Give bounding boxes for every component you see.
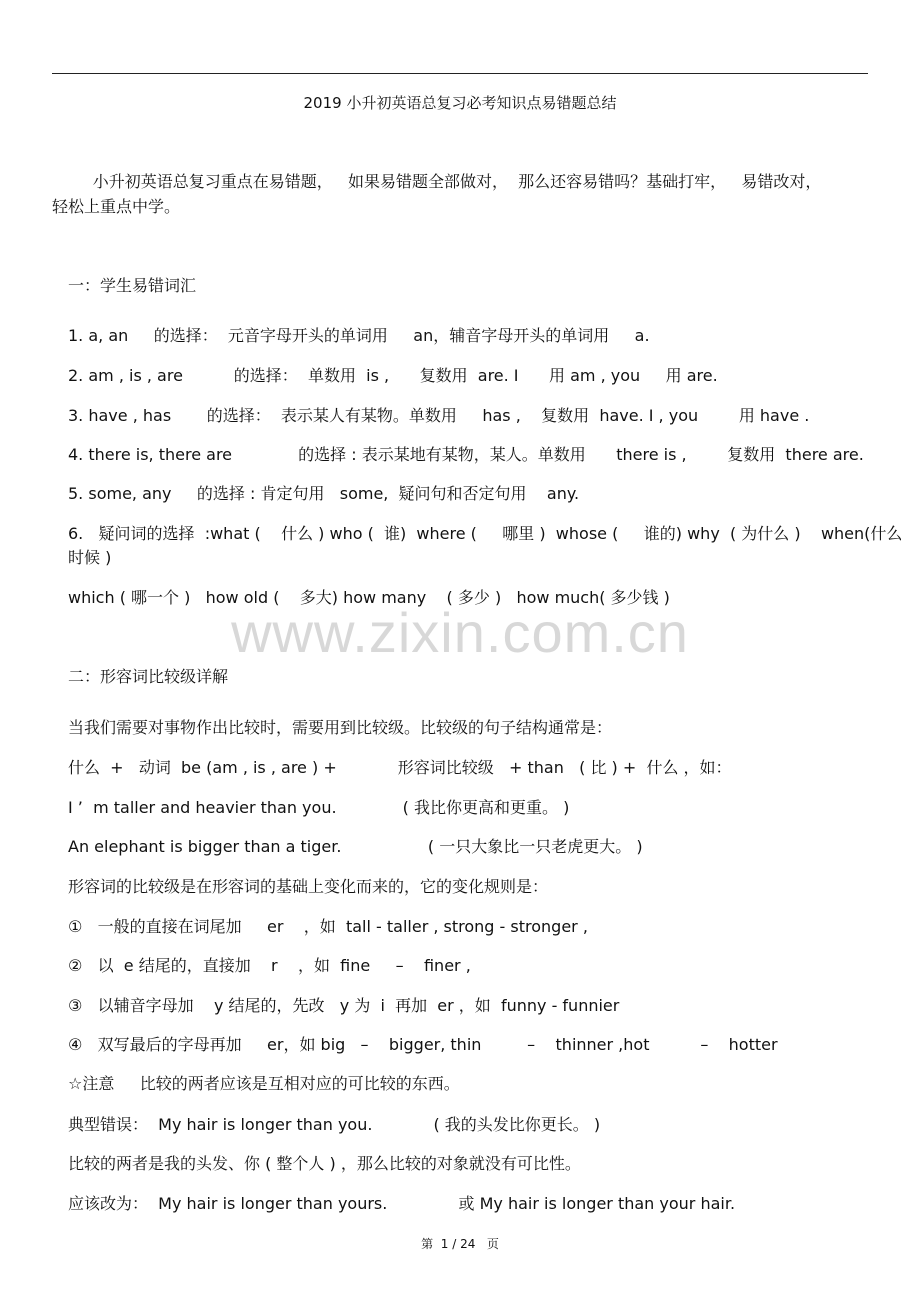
watermark: www.zixin.com.cn xyxy=(231,601,689,664)
body-line: 当我们需要对事物作出比较时，需要用到比较级。比较级的句子结构通常是： xyxy=(68,718,613,737)
header-rule xyxy=(52,73,868,74)
page-number: 第 1 / 24 页 xyxy=(421,1237,499,1251)
body-line: ① 一般的直接在词尾加 er ，如 tall - taller , strong - stronger , xyxy=(68,917,588,936)
body-line: 典型错误： My hair is longer than you. ( 我的头发比你更长。 ) xyxy=(68,1115,601,1134)
list-item: 2. am , is , are 的选择： 单数用 is , 复数用 are. I 用 am , you 用 are. xyxy=(68,366,718,385)
body-line: 什么 + 动词 be (am , is , are ) + 形容词比较级 + than ( 比 ) + 什么 ，如： xyxy=(68,758,732,777)
body-line: ② 以 e 结尾的，直接加 r ，如 fine – finer , xyxy=(68,956,471,975)
intro-line-1: 小升初英语总复习重点在易错题， 如果易错题全部做对， 那么还容易错吗？基础打牢， 易错改对， xyxy=(52,172,822,191)
document-title: 2019 小升初英语总复习必考知识点易错题总结 xyxy=(303,94,617,112)
section-heading-1: 一：学生易错词汇 xyxy=(68,276,197,295)
intro-line-2: 轻松上重点中学。 xyxy=(52,197,181,216)
body-line: 形容词的比较级是在形容词的基础上变化而来的，它的变化规则是： xyxy=(68,877,549,896)
body-line: ③ 以辅音字母加 y 结尾的，先改 y 为 i 再加 er ，如 funny - funnier xyxy=(68,996,620,1015)
list-item: 时候 ) xyxy=(68,548,112,567)
list-item: 1. a, an 的选择： 元音字母开头的单词用 an，辅音字母开头的单词用 a. xyxy=(68,326,650,345)
body-line: 比较的两者是我的头发、你 ( 整个人 ) ，那么比较的对象就没有可比性。 xyxy=(68,1154,581,1173)
body-line: I ’ m taller and heavier than you. ( 我比你更高和更重。 ) xyxy=(68,798,570,817)
body-line: An elephant is bigger than a tiger. ( 一只大象比一只老虎更大。 ) xyxy=(68,837,643,856)
body-line: ☆注意 比较的两者应该是互相对应的可比较的东西。 xyxy=(68,1074,460,1093)
body-line: ④ 双写最后的字母再加 er，如 big – bigger, thin – thinner ,hot – hotter xyxy=(68,1035,778,1054)
list-item: 3. have , has 的选择： 表示某人有某物。单数用 has , 复数用 have. I , you 用 have . xyxy=(68,406,810,425)
list-item: 6. 疑问词的选择 :what ( 什么 ) who ( 谁) where ( 哪里 ) whose ( 谁的) why ( 为什么 ) when(什么 xyxy=(68,524,903,543)
list-item: 5. some, any 的选择 : 肯定句用 some, 疑问句和否定句用 any. xyxy=(68,484,580,503)
body-line: 应该改为： My hair is longer than yours. 或 My hair is longer than your hair. xyxy=(68,1194,736,1213)
list-item: 4. there is, there are 的选择 : 表示某地有某物，某人。单数用 there is , 复数用 there are. xyxy=(68,445,864,464)
section-heading-2: 二：形容词比较级详解 xyxy=(68,667,229,686)
list-item: which ( 哪一个 ) how old ( 多大) how many ( 多少 ) how much( 多少钱 ) xyxy=(68,588,670,607)
